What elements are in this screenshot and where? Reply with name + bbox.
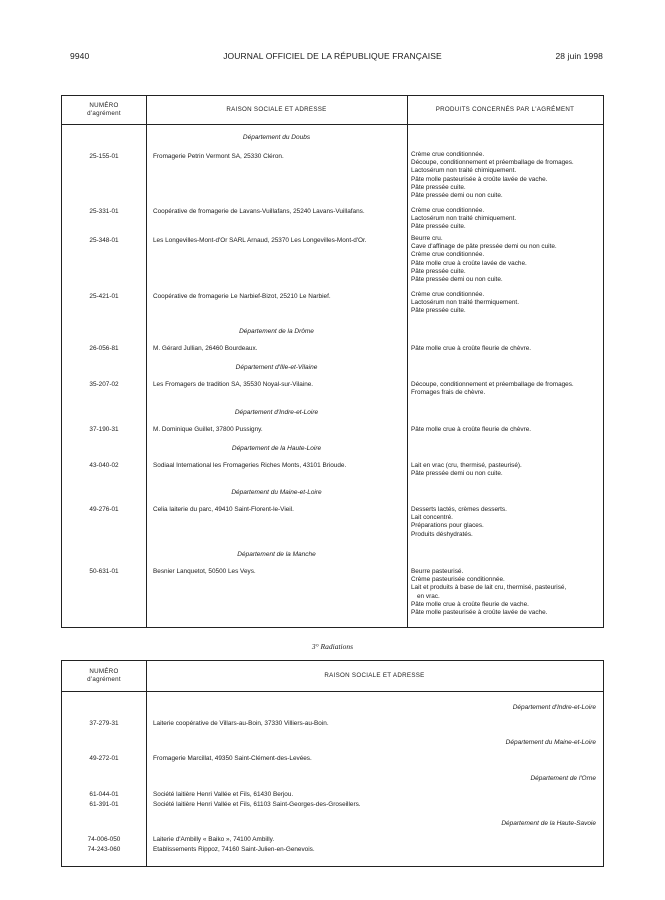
agrement-number: 61-391-01 [89,801,119,808]
produits-list: Beurre pasteurisé. Crème pasteurisée conditionnée. Lait et produits à base de lait cru, thermisé, pasteurisé, en vrac. Pâte molle crue à croûte fleurie de vache. Pâte molle pasteurisée à croûte lavée de vache. [411,568,567,617]
produits-list: Pâte molle crue à croûte fleurie de chèvre. [411,345,532,352]
agrement-table [61,95,604,628]
agrement-number: 43-040-02 [89,462,119,469]
produits-list: Pâte molle crue à croûte fleurie de chèvre. [411,426,532,433]
raison-sociale: Laiterie d'Ambilly « Baiko », 74100 Ambilly. [153,836,275,843]
department-heading: Département d'Indre-et-Loire [512,704,596,711]
produits-list: Beurre cru. Cave d'affinage de pâte pressée demi ou non cuite. Crème crue conditionnée. Pâte molle crue à croûte lavée de vache. Pâte pressée cuite. Pâte pressée demi ou non cuite. [411,235,557,284]
publication-date: 28 juin 1998 [555,51,603,61]
produits-list: Crème crue conditionnée. Lactosérum non traité chimiquement. Pâte pressée cuite. [411,207,517,231]
raison-sociale: Fromagerie Petrin Vermont SA, 25330 Cléron. [153,153,284,160]
header-numero: NUMÉRO d'agrément [87,668,121,683]
header-divider [62,124,603,125]
raison-sociale: Sodiaal International les Fromageries Riches Monts, 43101 Brioude. [153,462,347,469]
agrement-number: 25-331-01 [89,208,119,215]
header-divider [62,691,603,692]
agrement-number: 35-207-02 [89,381,119,388]
raison-sociale: Coopérative de fromagerie Le Narbief-Bizot, 25210 Le Narbief. [153,293,331,300]
header-produits: PRODUITS CONCERNÉS PAR L'AGRÉMENT [435,106,575,113]
agrement-number: 50-631-01 [89,568,119,575]
header-raison: RAISON SOCIALE ET ADRESSE [226,106,327,113]
page-number: 9940 [70,51,90,61]
raison-sociale: Les Longevilles-Mont-d'Or SARL Arnaud, 25370 Les Longevilles-Mont-d'Or. [153,237,367,244]
agrement-number: 49-272-01 [89,755,119,762]
department-heading: Département d'Indre-et-Loire [234,409,319,416]
agrement-number: 74-243-060 [87,846,121,853]
department-heading: Département de la Manche [237,551,316,558]
department-heading: Département d'Ille-et-Vilaine [235,364,318,371]
radiations-table [61,660,604,867]
raison-sociale: Celia laiterie du parc, 49410 Saint-Florent-le-Vieil. [153,506,294,513]
department-heading: Département de la Drôme [239,328,314,335]
header-raison: RAISON SOCIALE ET ADRESSE [324,672,425,679]
agrement-number: 37-190-31 [89,426,119,433]
header-numero: NUMÉRO d'agrément [87,102,121,117]
produits-list: Lait en vrac (cru, thermisé, pasteurisé). Pâte pressée demi ou non cuite. [411,462,522,478]
journal-title: JOURNAL OFFICIEL DE LA RÉPUBLIQUE FRANÇAISE [223,51,442,61]
produits-list: Crème crue conditionnée. Découpe, conditionnement et préemballage de fromages. Lactosérum non traité chimiquement. Pâte molle pasteurisée à croûte lavée de vache. Pâte pressée cuite. Pâte pressée demi ou non cuite. [411,151,574,200]
department-heading: Département de la Haute-Loire [231,445,322,452]
agrement-number: 37-279-31 [89,720,119,727]
produits-list: Crème crue conditionnée. Lactosérum non traité thermiquement. Pâte pressée cuite. [411,291,519,315]
department-heading: Département du Maine-et-Loire [505,739,596,746]
department-heading: Département de l'Orne [530,775,596,782]
raison-sociale: Besnier Lanquetot, 50500 Les Veys. [153,568,256,575]
agrement-number: 49-276-01 [89,506,119,513]
raison-sociale: Fromagerie Marcillat, 49350 Saint-Clément-des-Levées. [153,755,312,762]
raison-sociale: Société laitière Henri Vallée et Fils, 61103 Saint-Georges-des-Groseillers. [153,801,361,808]
section-title: 3° Radiations [311,642,354,651]
raison-sociale: Laiterie coopérative de Villars-au-Boin, 37330 Villiers-au-Boin. [153,720,329,727]
agrement-number: 25-155-01 [89,153,119,160]
raison-sociale: Coopérative de fromagerie de Lavans-Vuillafans, 25240 Lavans-Vuillafans. [153,208,365,215]
department-heading: Département du Maine-et-Loire [231,489,322,496]
column-divider [146,96,147,627]
agrement-number: 25-348-01 [89,237,119,244]
agrement-number: 74-006-050 [87,836,121,843]
department-heading: Département du Doubs [242,134,311,141]
raison-sociale: Les Fromagers de tradition SA, 35530 Noyal-sur-Vilaine. [153,381,314,388]
raison-sociale: M. Dominique Guillet, 37800 Pussigny. [153,426,263,433]
raison-sociale: M. Gérard Jullian, 26460 Bourdeaux. [153,345,258,352]
agrement-number: 26-056-81 [89,345,119,352]
raison-sociale: Etablissements Rippoz, 74160 Saint-Julien-en-Genevois. [153,846,315,853]
produits-list: Desserts lactés, crèmes desserts. Lait concentré. Préparations pour glaces. Produits déshydratés. [411,506,507,538]
column-divider [407,96,408,627]
agrement-number: 25-421-01 [89,293,119,300]
produits-list: Découpe, conditionnement et préemballage de fromages. Fromages frais de chèvre. [411,381,574,397]
agrement-number: 61-044-01 [89,791,119,798]
raison-sociale: Société laitière Henri Vallée et Fils, 61430 Berjou. [153,791,294,798]
department-heading: Département de la Haute-Savoie [501,820,596,827]
